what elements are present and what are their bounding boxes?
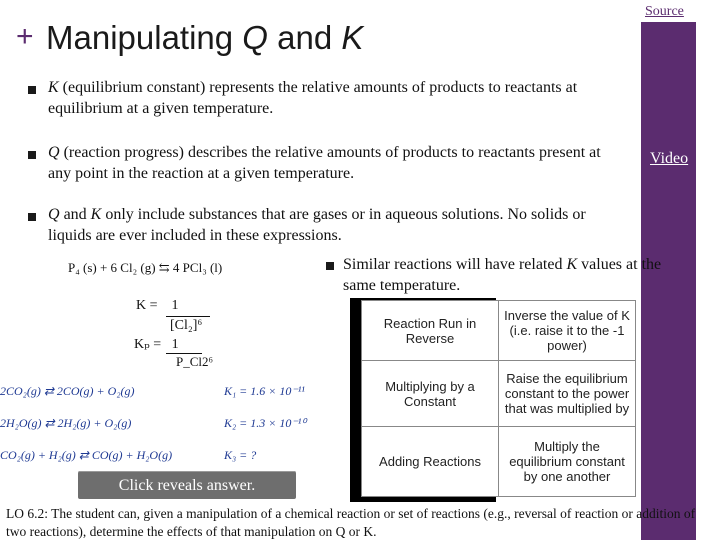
manipulation-table <box>361 300 636 497</box>
k-label: K = <box>136 298 158 313</box>
k-denominator: [Cl₂]⁶ <box>170 318 203 333</box>
title-and: and <box>267 19 342 56</box>
table-row <box>362 427 636 497</box>
slide-title <box>46 18 363 58</box>
table-cell-effect: Inverse the value of K (i.e. raise it to the -1 power) <box>499 301 636 361</box>
equation-k: K₃ = ? <box>224 448 257 462</box>
kp-numerator: 1 <box>171 337 179 352</box>
title-q: Q <box>242 19 268 56</box>
bullet-text: (reaction progress) describes the relative amounts of products to reactants present at any point in the reaction at a given temperature. <box>48 144 601 182</box>
symbol-k: K <box>90 206 102 223</box>
bullet-text: only include substances that are gases or in aqueous solutions. No solids or liquids are ever included in these expressions. <box>48 206 586 244</box>
table-cell-action: Reaction Run in Reverse <box>362 301 499 361</box>
k-numerator: 1 <box>171 298 179 313</box>
plus-icon: + <box>16 20 34 53</box>
symbol-q: Q <box>48 206 60 223</box>
k-expression-label <box>136 298 179 314</box>
equation-k: K₂ = 1.3 × 10⁻¹⁰ <box>224 416 307 430</box>
table-cell-effect: Multiply the equilibrium constant by one another <box>499 427 636 497</box>
table-cell-action: Multiplying by a Constant <box>362 361 499 427</box>
bullet-text: values at the same temperature. <box>343 256 662 294</box>
symbol-k: K <box>566 256 578 273</box>
equation-row <box>0 384 305 399</box>
bullet-similar-reactions <box>343 254 688 296</box>
fraction-bar <box>166 316 210 317</box>
reveal-answer-button[interactable]: Click reveals answer. <box>78 471 296 499</box>
kp-label: Kₚ = <box>134 337 162 352</box>
table-row <box>362 361 636 427</box>
bullet-text: and <box>59 206 91 223</box>
equation-text: 2CO₂(g) ⇄ 2CO(g) + O₂(g) <box>0 384 135 398</box>
equation-row <box>0 448 257 463</box>
learning-objective: LO 6.2: The student can, given a manipulation of a chemical reaction or set of reactions (e.g., reversal of reaction or addition of two reactions), determine the effects of that manipulation on Q or K. <box>6 506 696 539</box>
bullet-k-definition <box>48 77 608 119</box>
bullet-marker <box>28 86 36 94</box>
equation-row <box>0 416 307 431</box>
title-k: K <box>341 19 364 56</box>
example-reaction: P₄ (s) + 6 Cl₂ (g) ⇆ 4 PCl₃ (l) <box>68 260 223 275</box>
table-cell-effect: Raise the equilibrium constant to the power that was multiplied by <box>499 361 636 427</box>
bullet-marker <box>28 151 36 159</box>
equation-k: K₁ = 1.6 × 10⁻¹¹ <box>224 384 305 398</box>
bullet-q-definition <box>48 142 613 184</box>
source-link[interactable]: Source <box>645 4 684 19</box>
kp-expression-label <box>134 336 179 353</box>
symbol-k: K <box>48 79 59 96</box>
equations-block <box>0 380 330 460</box>
bullet-text: Similar reactions will have related <box>343 256 567 273</box>
symbol-q: Q <box>48 144 60 161</box>
video-link[interactable]: Video <box>650 150 689 167</box>
bullet-substances <box>48 204 608 246</box>
equation-text: CO₂(g) + H₂(g) ⇄ CO(g) + H₂O(g) <box>0 448 173 462</box>
table-cell-action: Adding Reactions <box>362 427 499 497</box>
bullet-marker <box>326 262 334 270</box>
kp-denominator: P_Cl2⁶ <box>176 354 214 369</box>
title-prefix: Manipulating <box>46 19 243 56</box>
bullet-text: (equilibrium constant) represents the relative amounts of products to reactants at equilibrium at a given temperature. <box>48 79 578 117</box>
equation-text: 2H₂O(g) ⇄ 2H₂(g) + O₂(g) <box>0 416 132 430</box>
bullet-marker <box>28 213 36 221</box>
table-row <box>362 301 636 361</box>
